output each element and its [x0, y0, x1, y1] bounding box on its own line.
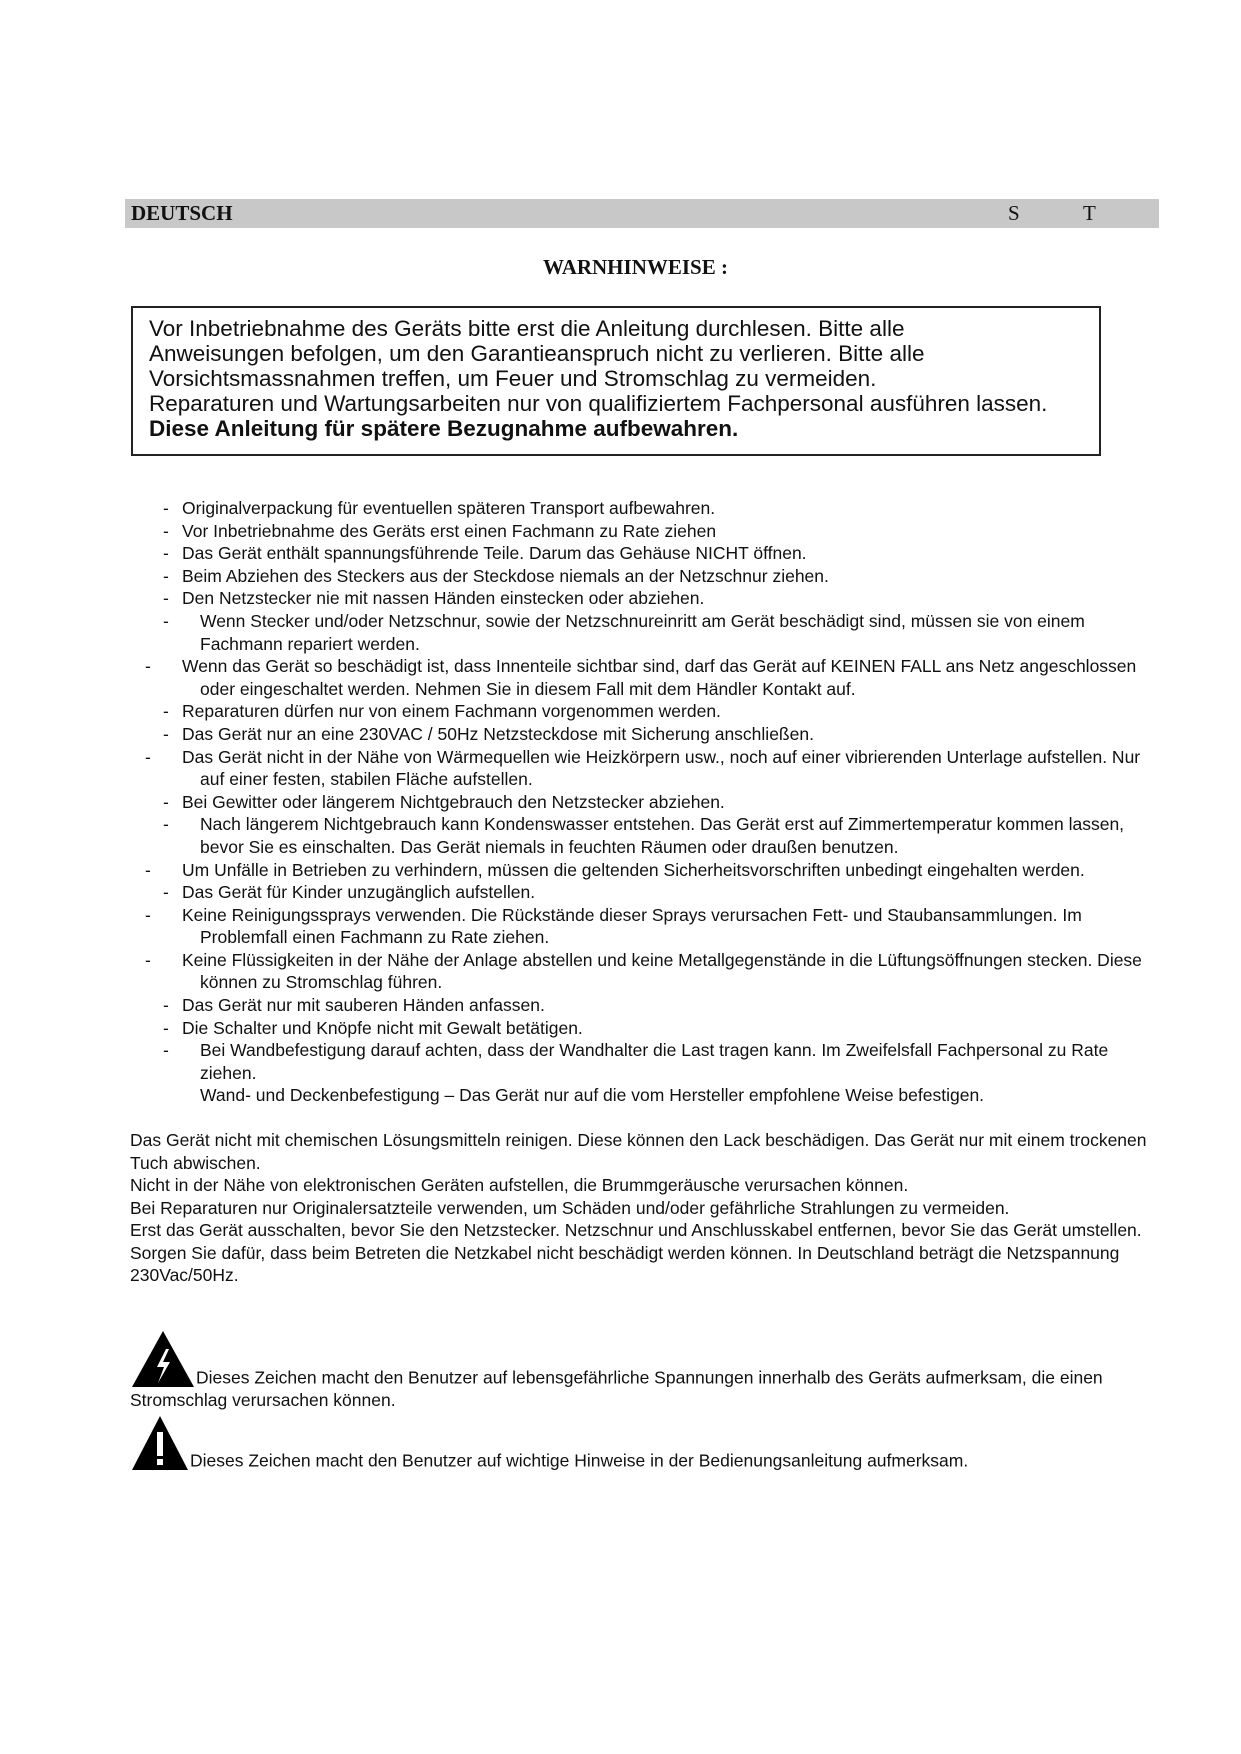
notice-line: Vor Inbetriebnahme des Geräts bitte erst die Anleitung durchlesen. Bitte alle: [149, 316, 905, 341]
voltage-warning-text: Dieses Zeichen macht den Benutzer auf lebensgefährliche Spannungen innerhalb des Geräts aufmerksam, die einen Stromschlag verursachen können.: [130, 1367, 1103, 1410]
notice-line: Vorsichtsmassnahmen treffen, um Feuer und Stromschlag zu vermeiden.: [149, 366, 877, 391]
section-header-bar: [125, 199, 1159, 228]
notice-line: Anweisungen befolgen, um den Garantieanspruch nicht zu verlieren. Bitte alle: [149, 341, 925, 366]
important-notice-box: [131, 306, 1101, 456]
list-item: - Originalverpackung für eventuellen späteren Transport aufbewahren.: [130, 497, 1160, 520]
list-item: - Keine Reinigungssprays verwenden. Die Rückstände dieser Sprays verursachen Fett- und Staubansammlungen. Im Problemfall einen Fachmann zu Rate ziehen.: [130, 904, 1160, 949]
list-item: - Das Gerät enthält spannungsführende Teile. Darum das Gehäuse NICHT öffnen.: [130, 542, 1160, 565]
list-item: - Bei Gewitter oder längerem Nichtgebrauch den Netzstecker abziehen.: [130, 791, 1160, 814]
lightning-warning-icon: [130, 1329, 196, 1389]
list-item: - Das Gerät nur an eine 230VAC / 50Hz Netzsteckdose mit Sicherung anschließen.: [130, 723, 1160, 746]
list-item: - Wenn das Gerät so beschädigt ist, dass Innenteile sichtbar sind, darf das Gerät auf KEINEN FALL ans Netz angeschlossen oder eingeschaltet werden. Nehmen Sie in diesem Fall mit dem Händler Kontakt auf.: [130, 655, 1160, 700]
note-paragraph: Das Gerät nicht mit chemischen Lösungsmitteln reinigen. Diese können den Lack beschädigen. Das Gerät nur mit einem trockenen Tuch abwischen.: [130, 1130, 1147, 1173]
list-item: - Um Unfälle in Betrieben zu verhindern, müssen die geltenden Sicherheitsvorschriften unbedingt eingehalten werden.: [130, 859, 1160, 882]
list-item: - Bei Wandbefestigung darauf achten, dass der Wandhalter die Last tragen kann. Im Zweifelsfall Fachpersonal zu Rate ziehen.: [130, 1039, 1160, 1084]
note-paragraph: Nicht in der Nähe von elektronischen Geräten aufstellen, die Brummgeräusche verursachen können.: [130, 1175, 909, 1195]
language-label: DEUTSCH: [131, 201, 233, 225]
header-letter-s: S: [1008, 201, 1020, 225]
list-item: - Wenn Stecker und/oder Netzschnur, sowie der Netzschnureinritt am Gerät beschädigt sind, müssen sie von einem Fachmann repariert werden.: [130, 610, 1160, 655]
exclamation-warning-icon: [130, 1414, 190, 1472]
list-item: - Das Gerät für Kinder unzugänglich aufstellen.: [130, 881, 1160, 904]
list-item: - Die Schalter und Knöpfe nicht mit Gewalt betätigen.: [130, 1017, 1160, 1040]
notice-bold-line: Diese Anleitung für spätere Bezugnahme aufbewahren.: [149, 416, 739, 441]
list-item: Wand- und Deckenbefestigung – Das Gerät nur auf die vom Hersteller empfohlene Weise befestigen.: [200, 1085, 985, 1106]
page-title: WARNHINWEISE :: [543, 255, 728, 279]
note-paragraph: Sorgen Sie dafür, dass beim Betreten die Netzkabel nicht beschädigt werden können. In Deutschland beträgt die Netzspannung 230Vac/50Hz.: [130, 1242, 1120, 1285]
list-item: - Das Gerät nicht in der Nähe von Wärmequellen wie Heizkörpern usw., noch auf einer vibrierenden Unterlage aufstellen. Nur auf einer festen, stabilen Fläche aufstellen.: [130, 746, 1160, 791]
list-item: - Den Netzstecker nie mit nassen Händen einstecken oder abziehen.: [130, 587, 1160, 610]
attention-warning-text: Dieses Zeichen macht den Benutzer auf wichtige Hinweise in der Bedienungsanleitung aufmerksam.: [190, 1450, 969, 1471]
list-item: - Reparaturen dürfen nur von einem Fachmann vorgenommen werden.: [130, 700, 1160, 723]
attention-warning: [130, 1414, 1150, 1472]
header-letter-t: T: [1083, 201, 1096, 225]
general-notes: [130, 1129, 1150, 1287]
list-item: - Beim Abziehen des Steckers aus der Steckdose niemals an der Netzschnur ziehen.: [130, 565, 1160, 588]
voltage-warning: [130, 1329, 1150, 1412]
list-item: - Keine Flüssigkeiten in der Nähe der Anlage abstellen und keine Metallgegenstände in die Lüftungsöffnungen stecken. Diese können zu Stromschlag führen.: [130, 949, 1160, 994]
note-paragraph: Bei Reparaturen nur Originalersatzteile verwenden, um Schäden und/oder gefährliche Strahlungen zu vermeiden.: [130, 1197, 1010, 1218]
list-item: - Das Gerät nur mit sauberen Händen anfassen.: [130, 994, 1160, 1017]
list-item: - Nach längerem Nichtgebrauch kann Kondenswasser entstehen. Das Gerät erst auf Zimmertemperatur kommen lassen, bevor Sie es einschalten. Das Gerät niemals in feuchten Räumen oder draußen benutzen.: [130, 813, 1160, 858]
list-item: - Vor Inbetriebnahme des Geräts erst einen Fachmann zu Rate ziehen: [130, 520, 1160, 543]
note-paragraph: Erst das Gerät ausschalten, bevor Sie den Netzstecker. Netzschnur und Anschlusskabel entfernen, bevor Sie das Gerät umstellen.: [130, 1220, 1142, 1240]
warning-list: [130, 497, 1160, 1107]
notice-line: Reparaturen und Wartungsarbeiten nur von qualifiziertem Fachpersonal ausführen lassen.: [149, 391, 1048, 416]
